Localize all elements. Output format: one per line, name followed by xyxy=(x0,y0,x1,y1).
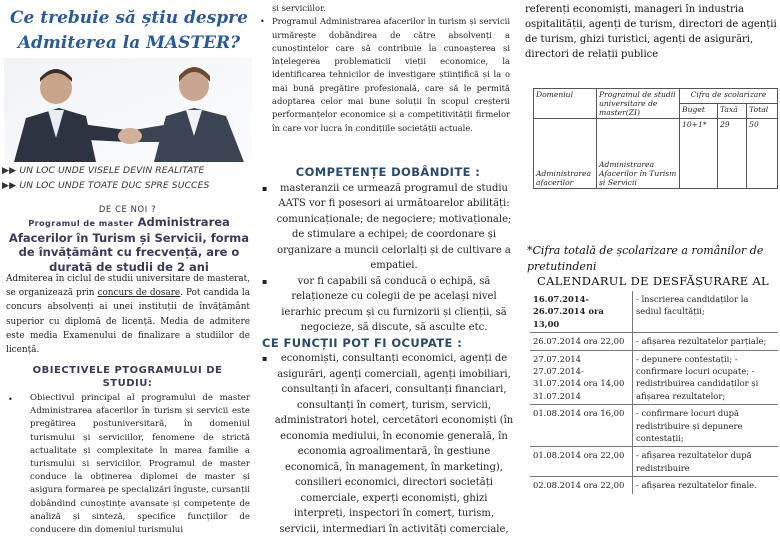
why-us-heading: DE CE NOI ? xyxy=(98,204,157,214)
bullet-icon: ▪ xyxy=(262,183,268,193)
cell-program: Administrarea Afacerilor în Turism și Servicii xyxy=(597,119,680,189)
header-program: Programul de studii universitare de master(ZI) xyxy=(597,89,680,119)
calendar-date: 02.08.2014 ora 22,00 xyxy=(530,477,633,494)
calendar-row xyxy=(530,350,778,405)
calendar-activity: - afișarea rezultatelor finale. xyxy=(633,477,779,494)
header-fee: Taxă xyxy=(717,104,746,119)
program-name-1: Administrarea xyxy=(137,215,230,229)
competence-1-text: masteranzii ce urmează programul de studiu AATS vor fi posesori ai următoarelor abilități: comunicaționale; de negociere; motivaționale; de stimulare a echipei; de coordonare și organizare a muncii celorlalți și de cultivare a empatiei. xyxy=(276,182,512,271)
cell-total: 50 xyxy=(747,119,778,189)
calendar-row xyxy=(530,291,778,333)
calendar-activity: - depunere contestații; - confirmare locuri ocupate; - redistribuirea candidaților și afișarea rezultatelor; xyxy=(633,350,779,405)
admission-paragraph xyxy=(6,272,250,357)
program-prefix: Programul de master xyxy=(28,218,134,228)
enrollment-note: *Cifra totală de școlarizare a românilor de pretutindeni xyxy=(527,244,764,273)
header-places: Cifra de școlarizare xyxy=(680,89,778,104)
careers-intro: referenți economiști, manageri în industria ospitalității, agenți de turism, directori de agenții de turism, ghizi turistici, agenți de asigurări, directori de relații publice xyxy=(525,4,777,60)
functions-item xyxy=(262,351,514,537)
admission-text-start: Admiterea în ciclul de studii universitare de masterat, se organizează prin xyxy=(6,274,251,299)
enrollment-table xyxy=(533,88,778,189)
objectives-heading-line-2: STUDIU: xyxy=(102,378,153,389)
bullet-icon: ▪ xyxy=(262,276,268,286)
objectives-continued xyxy=(260,2,510,135)
competences-section xyxy=(262,165,514,537)
functions-text: economiști, consultanți economici, agenți de asigurări, agenți comerciali, agenți imobiliari, consultanți în afaceri, consultanți financiari, consultanți în comerț, turism, servicii, administratori hotel, cercetători economiști (în economia mediului, în economie generală, în economia agroalimentară, în gestiune economică, în management, în marketing), consilieri economici, directori societăți comerciale, experți economiști, ghizi interpreți, inspectori în comerț, turism, servicii, intermediari în activități comerciale, xyxy=(274,353,514,535)
program-name-2: Afacerilor în Turism și Servicii, forma xyxy=(8,230,250,245)
header-budget: Buget xyxy=(680,104,718,119)
program-name-3: de învățământ cu frecvență, are o xyxy=(18,245,240,259)
calendar-activity: - afișarea rezultatelor parțiale; xyxy=(633,333,779,350)
calendar-row xyxy=(530,405,778,447)
functions-heading: CE FUNCȚII POT FI OCUPATE : xyxy=(262,335,463,350)
calendar-date: 01.08.2014 ora 16,00 xyxy=(530,405,633,447)
objective-text: Obiectivul principal al programului de master Administrarea afacerilor în turism și servicii este pregătirea postuniversitară, în domeniul turismului și serviciilor, fenomene de strictă actualitate și complexitate în marea familie a turismului si serviciilor. Programul de master conduce la obținerea diplomei de master și asigura formarea pe specializări înguste, cursanții dobândind cunoștințe avansate și competențe de analiză și sinteză, specifice funcțiilor de conducere din domeniul turismului xyxy=(30,393,251,536)
admission-text-end: . Pot candida la concurs absolvenți ai unei instituții de învățământ superior cu diplomă de licență. Media de admitere este media Examenului de finalizare a studiilor de licență. xyxy=(6,288,251,356)
calendar-date: 01.08.2014 ora 22,00 xyxy=(530,447,633,477)
calendar-activity: - afișarea rezultatelor după redistribuire xyxy=(633,447,779,477)
table-header-row xyxy=(534,89,778,104)
handshake-photo xyxy=(4,58,252,162)
calendar-row xyxy=(530,333,778,350)
cell-fee: 29 xyxy=(717,119,746,189)
intro-tail: și serviciilor. xyxy=(272,3,326,13)
bullet-icon: • xyxy=(260,17,265,27)
table-row xyxy=(534,119,778,189)
competences-heading: COMPETENȚE DOBÂNDITE : xyxy=(295,165,481,179)
slogan-1: ▶▶ UN LOC UNDE VISELE DEVIN REALITATE xyxy=(2,165,205,176)
calendar-activity: - confirmare locuri după redistribuire și depunere contestații; xyxy=(633,405,779,447)
objectives-heading xyxy=(0,364,255,390)
calendar-row xyxy=(530,447,778,477)
header-domain: Domeniul xyxy=(534,89,597,119)
objectives-heading-line-1: OBIECTIVELE PTOGRAMULUI DE xyxy=(32,365,223,376)
program-description xyxy=(4,215,254,274)
cell-domain: Administrarea afacerilor xyxy=(534,119,597,189)
calendar-row xyxy=(530,477,778,494)
program-name-4: durată de studii de 2 ani xyxy=(49,259,209,274)
calendar-date: 16.07.2014-26.07.2014 ora 13,00 xyxy=(530,291,633,333)
title-line-2: Admiterea la MASTER? xyxy=(17,33,241,53)
title-line-1: Ce trebuie să știu despre xyxy=(10,8,248,28)
page-title xyxy=(10,6,248,56)
objective-2-text: Programul Administrarea afacerilor în turism și servicii urmărește dobândirea de către absolvenți a cunoștințelor care să contribuie la cunoașterea și înțelegerea problematicii vieții economice, la identificarea tehnicilor de investigare științifică și la o mai bună pregătire profesională, care să le permită adoptarea celor mai bune soluții în scopul creșterii performanțelor economice și a competitivității firmelor în care vor lucra în condițiile societății actuale. xyxy=(272,16,510,133)
bullet-icon: • xyxy=(8,395,13,404)
slogan-2: ▶▶ UN LOC UNDE TOATE DUC SPRE SUCCES xyxy=(2,180,210,191)
competence-item xyxy=(262,181,514,274)
header-total: Total xyxy=(747,104,778,119)
competence-item xyxy=(262,274,514,336)
calendar-date: 27.07.2014 27.07.2014-31.07.2014 ora 14,00 31.07.2014 xyxy=(530,350,633,405)
cell-budget: 10+1* xyxy=(680,119,718,189)
calendar-date: 26.07.2014 ora 22,00 xyxy=(530,333,633,350)
concurs-link: concurs de dosare xyxy=(97,288,181,299)
bullet-icon: ▪ xyxy=(262,354,268,363)
calendar-activity: - înscrierea candidaților la sediul facultății; xyxy=(636,294,749,317)
calendar-table xyxy=(530,291,778,494)
competence-2-text: vor fi capabili să conducă o echipă, să relaționeze cu colegii de pe același nivel ierarhic precum și cu furnizorii și clienții, să negocieze, să discute, să asculte etc. xyxy=(281,275,507,333)
calendar-title: CALENDARUL DE DESFĂȘURARE AL xyxy=(537,274,769,288)
